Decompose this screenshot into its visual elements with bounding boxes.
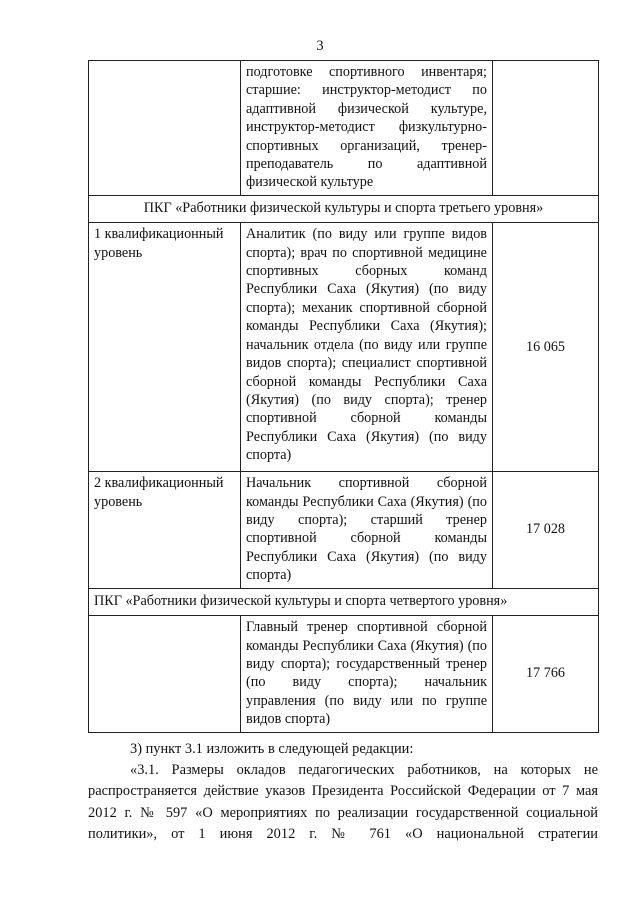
table-row xyxy=(89,472,599,588)
salary-table xyxy=(88,60,599,733)
qualification-level-cell: 2 квалификационный уровень xyxy=(89,472,241,588)
qualification-level-cell: 1 квалификационный уровень xyxy=(89,223,241,472)
table-row xyxy=(89,616,599,732)
group-header-row xyxy=(89,195,599,222)
group-header-row xyxy=(89,588,599,615)
table-row xyxy=(89,61,599,196)
paragraph-clause-3-1: «3.1. Размеры окладов педагогических работников, на которых не распространяется действие указов Президента Российской Федерации от 7 мая 2012 г. № 597 «О мероприятиях по реализации государственной социальной политики», от 1 июня 2012 г. № 761 «О национальной стратегии xyxy=(88,762,598,842)
group-title-level-4: ПКГ «Работники физической культуры и спорта четвертого уровня» xyxy=(89,588,599,615)
qualification-level-cell xyxy=(89,616,241,732)
salary-cell: 16 065 xyxy=(493,223,599,472)
document-body xyxy=(88,739,598,845)
group-title-level-3: ПКГ «Работники физической культуры и спорта третьего уровня» xyxy=(89,195,599,222)
positions-cell: Начальник спортивной сборной команды Республики Саха (Якутия) (по виду спорта); старший тренер спортивной сборной команды Республики Саха (Якутия) (по виду спорта) xyxy=(241,472,493,588)
positions-cell: Главный тренер спортивной сборной команды Республики Саха (Якутия) (по виду спорта); государственный тренер (по виду спорта); начальник управления (по виду или по группе видов спорта) xyxy=(241,616,493,732)
salary-cell: 17 766 xyxy=(493,616,599,732)
positions-cell: подготовке спортивного инвентаря; старшие: инструктор-методист по адаптивной физической культуре, инструктор-методист физкультурно-спортивных организаций, тренер-преподаватель по адаптивной физической культуре xyxy=(241,61,493,196)
page-number: 3 xyxy=(316,38,324,54)
positions-cell: Аналитик (по виду или группе видов спорта); врач по спортивной медицине спортивных сборных команд Республики Саха (Якутия) (по виду спорта); механик спортивной сборной команды Республики Саха (Якутия); начальник отдела (по виду или группе видов спорта); специалист спортивной сборной команды Республики Саха (Якутия) (по виду спорта); тренер спортивной сборной команды Республики Саха (Якутия) (по виду спорта) xyxy=(241,223,493,472)
salary-cell xyxy=(493,61,599,196)
salary-cell: 17 028 xyxy=(493,472,599,588)
qualification-level-cell xyxy=(89,61,241,196)
table-row xyxy=(89,223,599,472)
paragraph-item-3: 3) пункт 3.1 изложить в следующей редакции: xyxy=(130,741,414,757)
